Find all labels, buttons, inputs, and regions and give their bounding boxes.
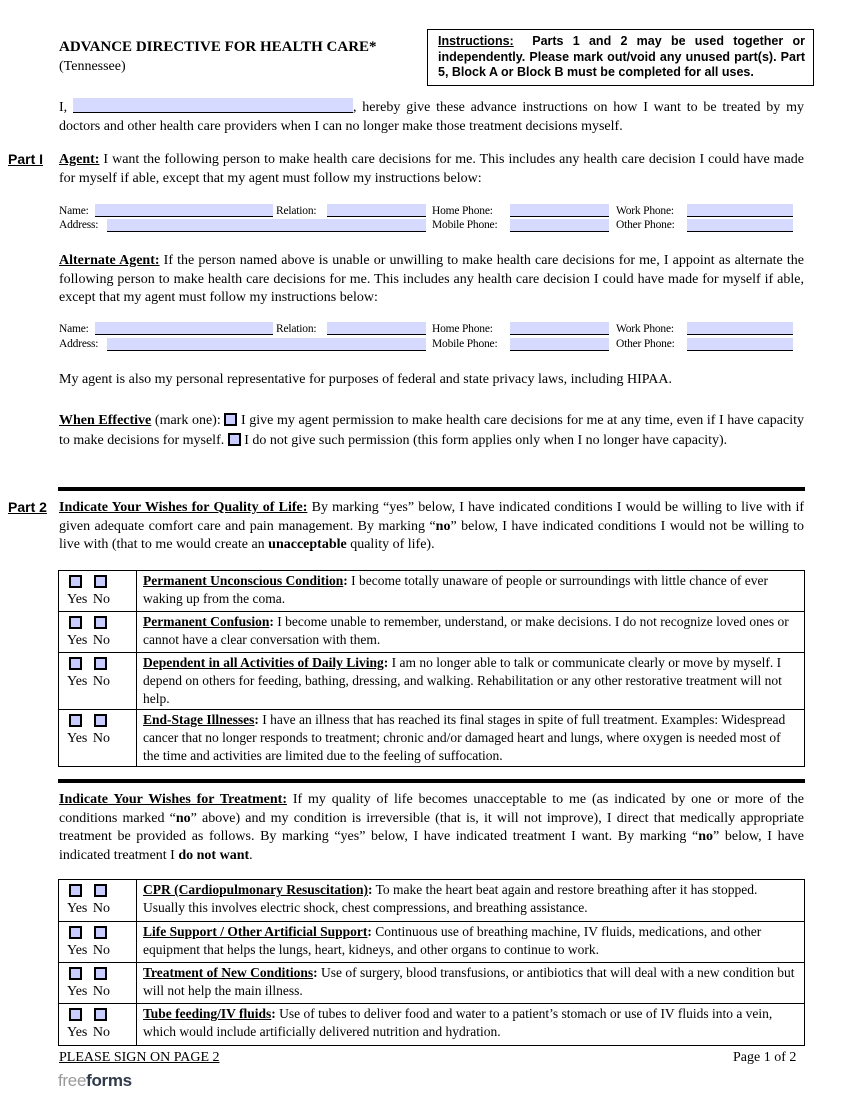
treatment-text: ” above) and my condition is irreversible (that is, it will not improve), I direct that medically appropriate treatment be provided as follows. By marking “yes” below, I have indicated treatment I want. By marking “ — [59, 810, 804, 844]
instructions-text: Parts 1 and 2 may be used together or independently. Please mark out/void any unused part(s). Part 5, Block A or Block B must be completed for all uses. — [438, 34, 805, 79]
condition-title: Dependent in all Activities of Daily Living — [143, 655, 384, 670]
no-label: No — [92, 731, 110, 746]
no-checkbox[interactable] — [94, 1008, 107, 1021]
treatment-description: Tube feeding/IV fluids: Use of tubes to deliver food and water to a patient’s stomach or use of IV fluids into a vein, which would include artificially delivered nutrition and hydration. — [137, 1004, 805, 1046]
yes-checkbox[interactable] — [69, 714, 82, 727]
quality-text: quality of life). — [346, 537, 435, 552]
treatment-title: Life Support / Other Artificial Support — [143, 924, 368, 939]
logo-free: free — [58, 1071, 87, 1090]
no-label: No — [92, 1025, 110, 1040]
condition-row — [59, 571, 805, 612]
other-phone-label: Other Phone: — [616, 219, 675, 231]
agent-text: I want the following person to make health care decisions for me. This includes any health care decision I could have made for myself if able, except that my agent must follow my instructions below: — [59, 152, 804, 186]
home-phone-label: Home Phone: — [432, 205, 493, 217]
relation-label: Relation: — [276, 323, 317, 335]
treatment-heading: Indicate Your Wishes for Treatment: — [59, 792, 287, 807]
yes-label: Yes — [67, 592, 88, 607]
no-label: No — [92, 592, 110, 607]
intro-paragraph — [59, 98, 804, 136]
agent-address-field[interactable] — [107, 219, 426, 232]
yes-no-cell — [59, 710, 137, 767]
intro-prefix: I, — [59, 100, 68, 115]
name-label: Name: — [59, 205, 89, 217]
part1-label: Part I — [8, 151, 44, 167]
treatment-do-not-want: do not want — [178, 847, 250, 863]
work-phone-label: Work Phone: — [616, 205, 674, 217]
intro-text: , hereby give these advance instructions on how I want to be treated by my doctors and other health care providers when I can no longer make those treatment decisions myself. — [59, 100, 804, 134]
agent-relation-field[interactable] — [327, 204, 426, 217]
agent-mobile-phone-field[interactable] — [510, 219, 609, 232]
yes-label: Yes — [67, 731, 88, 746]
quality-unacceptable: unacceptable — [268, 537, 347, 552]
quality-of-life-table — [58, 570, 805, 767]
treatment-row — [59, 963, 805, 1004]
alt-home-phone-field[interactable] — [510, 322, 609, 335]
quality-text: By marking “yes” below, I have indicated conditions I would be willing to live with if given adequate comfort care and pain management. By marking “ — [59, 500, 804, 534]
yes-no-cell — [59, 922, 137, 963]
yes-no-cell — [59, 963, 137, 1004]
hipaa-text: My agent is also my personal representative for purposes of federal and state privacy laws, including HIPAA. — [59, 372, 672, 387]
condition-description: End-Stage Illnesses: I have an illness that has reached its final stages in spite of full treatment. Examples: Widespread cancer that no longer responds to treatment; chronic and/or damaged heart and lungs, where oxygen is needed most of the time and activities are limited due to the feeling of suffocation. — [137, 710, 805, 767]
address-label: Address: — [59, 219, 99, 231]
yes-label: Yes — [67, 633, 88, 648]
alt-other-phone-field[interactable] — [687, 338, 793, 351]
agent-heading: Agent: — [59, 152, 100, 167]
yes-no-labels — [67, 1024, 136, 1042]
mobile-phone-label: Mobile Phone: — [432, 219, 498, 231]
no-label: No — [92, 943, 110, 958]
yes-checkbox[interactable] — [69, 1008, 82, 1021]
condition-description: Permanent Confusion: I become unable to remember, understand, or make decisions. I do not recognize loved ones or cannot have a clear conversation with them. — [137, 612, 805, 653]
condition-text: I have an illness that has reached its final stages in spite of full treatment. Examples: Widespread cancer that no longer responds to treatment; chronic and/or damaged heart and lungs, where oxygen is needed most of the time and activities are limited due to the feeling of suffocation. — [143, 712, 786, 763]
yes-label: Yes — [67, 1025, 88, 1040]
no-label: No — [92, 633, 110, 648]
condition-description: Permanent Unconscious Condition: I become totally unaware of people or surroundings with little chance of ever waking up from the coma. — [137, 571, 805, 612]
form-state: (Tennessee) — [59, 59, 126, 74]
alt-work-phone-field[interactable] — [687, 322, 793, 335]
part2-label: Part 2 — [8, 499, 47, 515]
condition-row — [59, 612, 805, 653]
section-divider — [58, 779, 805, 783]
address-label: Address: — [59, 338, 99, 350]
yes-checkbox[interactable] — [69, 575, 82, 588]
treatment-title: CPR (Cardiopulmonary Resuscitation) — [143, 882, 368, 897]
treatment-description: CPR (Cardiopulmonary Resuscitation): To make the heart beat again and restore breathing after it has stopped. Usually this involves electric shock, chest compressions, and breathing assistance. — [137, 880, 805, 922]
other-phone-label: Other Phone: — [616, 338, 675, 350]
no-checkbox[interactable] — [94, 884, 107, 897]
when-effective-instruction: (mark one): — [151, 413, 225, 428]
sign-notice: PLEASE SIGN ON PAGE 2 — [59, 1050, 220, 1065]
work-phone-label: Work Phone: — [616, 323, 674, 335]
no-checkbox[interactable] — [94, 967, 107, 980]
treatment-no: no — [698, 829, 714, 844]
treatment-text: Use of surgery, blood transfusions, or antibiotics that will deal with a new condition but will not help the main illness. — [143, 965, 795, 998]
yes-no-cell — [59, 612, 137, 653]
logo-forms: forms — [86, 1071, 132, 1090]
name-label: Name: — [59, 323, 89, 335]
instructions-label: Instructions: — [438, 34, 514, 48]
treatment-row — [59, 922, 805, 963]
treatment-text: Continuous use of breathing machine, IV fluids, medications, and other equipment that helps the lungs, heart, kidneys, and other organs to continue to work. — [143, 924, 762, 957]
agent-paragraph — [59, 151, 804, 188]
agent-home-phone-field[interactable] — [510, 204, 609, 217]
no-checkbox[interactable] — [94, 657, 107, 670]
treatment-title: Tube feeding/IV fluids — [143, 1006, 272, 1021]
yes-checkbox[interactable] — [69, 616, 82, 629]
freeforms-logo — [58, 1071, 132, 1091]
yes-no-cell — [59, 880, 137, 922]
treatment-title: Treatment of New Conditions — [143, 965, 314, 980]
condition-row — [59, 653, 805, 710]
alternate-agent-paragraph — [59, 252, 804, 308]
treatment-row — [59, 880, 805, 922]
quality-of-life-paragraph — [59, 499, 804, 555]
condition-text: I become totally unaware of people or surroundings with little chance of ever waking up from the coma. — [143, 573, 768, 606]
treatment-text: If my quality of life becomes unacceptable to me (as indicated by one or more of the conditions marked “ — [59, 792, 804, 826]
no-label: No — [92, 984, 110, 999]
alternate-agent-heading: Alternate Agent: — [59, 253, 160, 268]
alt-name-field[interactable] — [95, 322, 273, 335]
when-effective-heading: When Effective — [59, 413, 152, 428]
mobile-phone-label: Mobile Phone: — [432, 338, 498, 350]
instructions-box — [427, 29, 814, 86]
yes-label: Yes — [67, 943, 88, 958]
treatment-table — [58, 879, 805, 1046]
condition-text: I am no longer able to talk or communicate clearly or move by myself. I depend on others for feeding, bathing, dressing, and walking. Rehabilitation or any other restorative treatment will not help. — [143, 655, 782, 706]
no-label: No — [92, 901, 110, 916]
yes-no-cell — [59, 571, 137, 612]
no-label: No — [92, 674, 110, 689]
effective-on-incapacity-checkbox[interactable] — [228, 433, 241, 446]
treatment-text: ” below, I have indicated treatment I — [59, 829, 804, 863]
yes-checkbox[interactable] — [69, 926, 82, 939]
yes-no-labels — [67, 900, 136, 918]
yes-no-labels — [67, 632, 136, 650]
yes-label: Yes — [67, 984, 88, 999]
condition-title: End-Stage Illnesses — [143, 712, 255, 727]
no-checkbox[interactable] — [94, 714, 107, 727]
treatment-description: Treatment of New Conditions: Use of surgery, blood transfusions, or antibiotics that will deal with a new condition but will not help the main illness. — [137, 963, 805, 1004]
treatment-description: Life Support / Other Artificial Support: Continuous use of breathing machine, IV fluids, medications, and other equipment that helps the lungs, heart, kidneys, and other organs to continue to work. — [137, 922, 805, 963]
yes-label: Yes — [67, 901, 88, 916]
yes-checkbox[interactable] — [69, 967, 82, 980]
alt-mobile-phone-field[interactable] — [510, 338, 609, 351]
treatment-text: Use of tubes to deliver food and water to a patient’s stomach or use of IV fluids into a vein, which would include artificially delivered nutrition and hydration. — [143, 1006, 773, 1039]
condition-row — [59, 710, 805, 767]
effective-immediately-checkbox[interactable] — [224, 413, 237, 426]
agent-work-phone-field[interactable] — [687, 204, 793, 217]
yes-no-labels — [67, 673, 136, 691]
page-number: Page 1 of 2 — [733, 1050, 797, 1065]
condition-description: Dependent in all Activities of Daily Living: I am no longer able to talk or communicate clearly or move by myself. I depend on others for feeding, bathing, dressing, and walking. Rehabilitation or any other restorative treatment will not help. — [137, 653, 805, 710]
yes-label: Yes — [67, 674, 88, 689]
no-checkbox[interactable] — [94, 575, 107, 588]
alt-address-field[interactable] — [107, 338, 426, 351]
effective-on-incapacity-text: I do not give such permission (this form applies only when I no longer have capacity). — [240, 433, 728, 448]
condition-title: Permanent Unconscious Condition — [143, 573, 344, 588]
home-phone-label: Home Phone: — [432, 323, 493, 335]
yes-checkbox[interactable] — [69, 657, 82, 670]
alternate-agent-text: If the person named above is unable or unwilling to make health care decisions for me, I appoint as alternate the following person to make health care decisions for me. This includes any health care decision I could have made for myself if able, except that my agent must follow my instructions below: — [59, 253, 804, 305]
treatment-text: To make the heart beat again and restore breathing after it has stopped. Usually this involves electric shock, chest compressions, and breathing assistance. — [143, 882, 758, 915]
quality-heading: Indicate Your Wishes for Quality of Life: — [59, 500, 308, 515]
relation-label: Relation: — [276, 205, 317, 217]
treatment-paragraph — [59, 791, 804, 865]
treatment-text: . — [249, 847, 253, 863]
effective-immediately-text: I give my agent permission to make health care decisions for me at any time, even if I have capacity to make decisions for myself. — [59, 413, 804, 448]
alt-relation-field[interactable] — [327, 322, 426, 335]
condition-text: I become unable to remember, understand, or make decisions. I do not recognize loved ones or cannot have a clear conversation with them. — [143, 614, 789, 647]
condition-title: Permanent Confusion — [143, 614, 270, 629]
quality-text: ” below, I have indicated conditions I would not be willing to live with (that to me would create an — [59, 518, 804, 552]
no-checkbox[interactable] — [94, 616, 107, 629]
quality-no: no — [435, 518, 451, 534]
form-title: ADVANCE DIRECTIVE FOR HEALTH CARE* — [59, 39, 377, 55]
yes-no-labels — [67, 983, 136, 1001]
yes-no-cell — [59, 1004, 137, 1046]
treatment-no: no — [175, 810, 191, 826]
yes-checkbox[interactable] — [69, 884, 82, 897]
no-checkbox[interactable] — [94, 926, 107, 939]
yes-no-labels — [67, 591, 136, 609]
principal-name-field[interactable] — [73, 98, 353, 113]
section-divider — [58, 487, 805, 491]
agent-name-field[interactable] — [95, 204, 273, 217]
yes-no-labels — [67, 730, 136, 748]
agent-other-phone-field[interactable] — [687, 219, 793, 232]
treatment-row — [59, 1004, 805, 1046]
yes-no-labels — [67, 942, 136, 960]
when-effective-paragraph — [59, 411, 804, 451]
yes-no-cell — [59, 653, 137, 710]
